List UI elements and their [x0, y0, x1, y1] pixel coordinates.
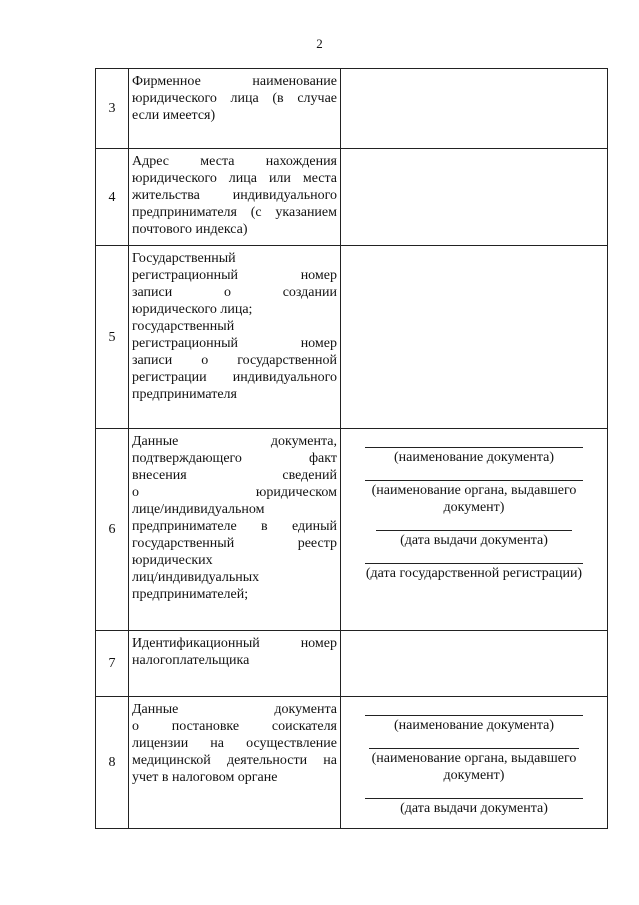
- label-line: жительства индивидуального: [132, 188, 337, 203]
- label-line: учет в налоговом органе: [132, 770, 278, 785]
- page-number: 2: [316, 36, 323, 51]
- label-line: внесения сведений: [132, 468, 337, 483]
- row-number: 5: [96, 246, 129, 429]
- row-number: 4: [96, 149, 129, 246]
- label-line: медицинской деятельности на: [132, 753, 337, 768]
- label-line: юридических: [132, 553, 213, 568]
- table-row: [96, 697, 608, 829]
- label-line: юридического лица;: [132, 302, 253, 317]
- label-line: регистрационный номер: [132, 336, 337, 351]
- row-value-cell: [341, 697, 608, 829]
- label-line: предпринимателя: [132, 387, 237, 402]
- label-line: почтового индекса): [132, 222, 248, 237]
- row-value-cell[interactable]: [341, 69, 608, 149]
- blank-line[interactable]: [365, 798, 583, 799]
- field-caption: (наименование документа): [393, 450, 555, 465]
- label-line: лице/индивидуальном: [132, 502, 265, 517]
- label-line: Идентификационный номер: [132, 636, 337, 651]
- label-line: если имеется): [132, 108, 216, 123]
- label-line: юридического лица (в случае: [132, 91, 337, 106]
- label-line: регистрационный номер: [132, 268, 337, 283]
- row-value-cell: [341, 429, 608, 631]
- label-line: налогоплательщика: [132, 653, 250, 668]
- label-line: записи о государственной: [132, 353, 337, 368]
- table-row: [96, 149, 608, 246]
- label-line: государственный: [132, 319, 235, 334]
- row-label: [129, 246, 341, 429]
- label-line: записи о создании: [132, 285, 337, 300]
- row-number: 3: [96, 69, 129, 149]
- row-number: 7: [96, 631, 129, 697]
- field-caption: (наименование органа, выдавшего документ): [371, 483, 577, 515]
- table-row: [96, 429, 608, 631]
- table-row: [96, 631, 608, 697]
- label-line: Данные документа: [132, 702, 337, 717]
- label-line: о юридическом: [132, 485, 337, 500]
- label-line: Фирменное наименование: [132, 74, 337, 89]
- label-line: Государственный: [132, 251, 236, 266]
- row-value-cell[interactable]: [341, 149, 608, 246]
- license-application-table: [95, 68, 608, 829]
- label-line: предпринимателе в единый: [132, 519, 337, 534]
- row-label: [129, 149, 341, 246]
- row-number: 6: [96, 429, 129, 631]
- label-line: Адрес места нахождения: [132, 154, 337, 169]
- row-label: [129, 69, 341, 149]
- label-line: государственный реестр: [132, 536, 337, 551]
- label-line: предпринимателей;: [132, 587, 249, 602]
- row-number: 8: [96, 697, 129, 829]
- label-line: лицензии на осуществление: [132, 736, 337, 751]
- blank-line[interactable]: [376, 530, 572, 531]
- label-line: предпринимателя (с указанием: [132, 205, 337, 220]
- table-row: [96, 246, 608, 429]
- table-row: [96, 69, 608, 149]
- label-line: Данные документа,: [132, 434, 337, 449]
- blank-line[interactable]: [365, 563, 583, 564]
- row-label: [129, 429, 341, 631]
- field-caption: (наименование документа): [393, 718, 555, 733]
- label-line: лиц/индивидуальных: [132, 570, 260, 585]
- field-caption: (дата выдачи документа): [400, 801, 548, 816]
- field-caption: (дата выдачи документа): [400, 533, 548, 548]
- row-value-cell[interactable]: [341, 631, 608, 697]
- label-line: юридического лица или места: [132, 171, 337, 186]
- label-line: подтверждающего факт: [132, 451, 337, 466]
- row-label: [129, 697, 341, 829]
- blank-line[interactable]: [365, 447, 583, 448]
- row-label: [129, 631, 341, 697]
- row-value-cell[interactable]: [341, 246, 608, 429]
- label-line: о постановке соискателя: [132, 719, 337, 734]
- blank-line[interactable]: [365, 715, 583, 716]
- blank-line[interactable]: [369, 748, 579, 749]
- field-caption: (наименование органа, выдавшего документ): [371, 751, 577, 783]
- label-line: регистрации индивидуального: [132, 370, 337, 385]
- field-caption: (дата государственной регистрации): [365, 566, 583, 581]
- blank-line[interactable]: [365, 480, 583, 481]
